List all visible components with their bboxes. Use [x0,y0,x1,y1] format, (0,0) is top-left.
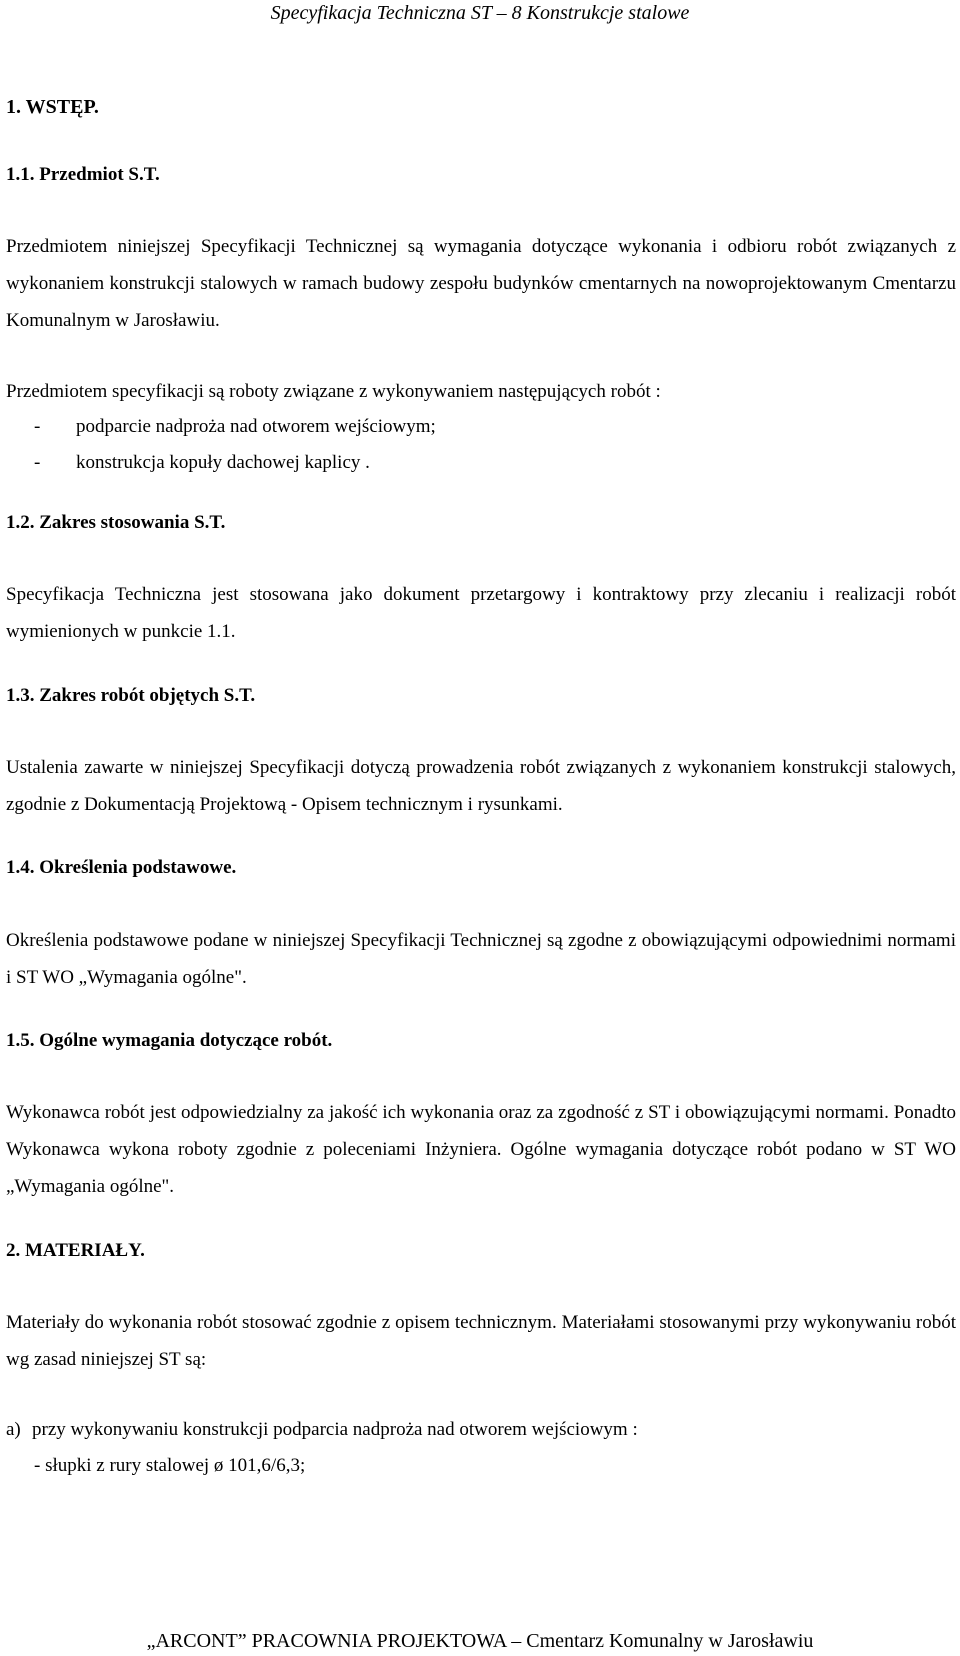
page-footer: „ARCONT” PRACOWNIA PROJEKTOWA – Cmentarz Komunalny w Jarosławiu [146,1630,814,1652]
section-1-1-paragraph: Przedmiotem niniejszej Specyfikacji Technicznej są wymagania dotyczące wykonania i odbioru robót związanych z wykonaniem konstrukcji stalowych w ramach budowy zespołu budynków cmentarnych na nowoprojektowanym Cmentarzu Komunalnym w Jarosławiu. [6,236,956,331]
section-1-1-title: 1.1. Przedmiot S.T. [6,164,160,185]
list-subitem: - słupki z rury stalowej ø 101,6/6,3; [34,1455,306,1476]
list-marker: - [34,416,41,437]
section-1-1-list [6,409,956,481]
section-2-list [6,1412,956,1484]
section-2-title: 2. MATERIAŁY. [6,1240,145,1261]
list-item-text: konstrukcja kopuły dachowej kaplicy . [76,452,370,473]
list-item [6,1412,956,1448]
section-1-4-paragraph: Określenia podstawowe podane w niniejszej Specyfikacji Technicznej są zgodne z obowiązującymi odpowiednimi normami i ST WO „Wymagania ogólne". [6,930,956,988]
section-1-2-paragraph: Specyfikacja Techniczna jest stosowana jako dokument przetargowy i kontraktowy przy zlecaniu i realizacji robót wymienionych w punkcie 1.1. [6,584,956,642]
section-1-title: 1. WSTĘP. [6,96,99,118]
section-1-1-intro: Przedmiotem specyfikacji są roboty związane z wykonywaniem następujących robót : [6,381,661,402]
section-1-4-title: 1.4. Określenia podstawowe. [6,857,237,878]
section-1-3-paragraph: Ustalenia zawarte w niniejszej Specyfikacji dotyczą prowadzenia robót związanych z wykonaniem konstrukcji stalowych, zgodnie z Dokumentacją Projektową - Opisem technicznym i rysunkami. [6,757,956,815]
list-marker: a) [6,1419,21,1440]
section-1-5-paragraph: Wykonawca robót jest odpowiedzialny za jakość ich wykonania oraz za zgodność z ST i obowiązującymi normami. Ponadto Wykonawca wykona roboty zgodnie z poleceniami Inżyniera. Ogólne wymagania dotyczące robót podano w ST WO „Wymagania ogólne". [6,1102,956,1197]
section-1-3-title: 1.3. Zakres robót objętych S.T. [6,685,256,706]
list-marker: - [34,452,41,473]
list-item [6,445,956,481]
section-1-2-title: 1.2. Zakres stosowania S.T. [6,512,226,533]
section-1-5-title: 1.5. Ogólne wymagania dotyczące robót. [6,1030,333,1051]
section-2-paragraph: Materiały do wykonania robót stosować zgodnie z opisem technicznym. Materiałami stosowanymi przy wykonywaniu robót wg zasad niniejszej ST są: [6,1312,956,1370]
page-header: Specyfikacja Techniczna ST – 8 Konstrukcje stalowe [270,2,690,24]
list-item-text: podparcie nadproża nad otworem wejściowym; [76,416,436,437]
list-item-text: przy wykonywaniu konstrukcji podparcia nadproża nad otworem wejściowym : [32,1419,638,1440]
list-item [6,409,956,445]
